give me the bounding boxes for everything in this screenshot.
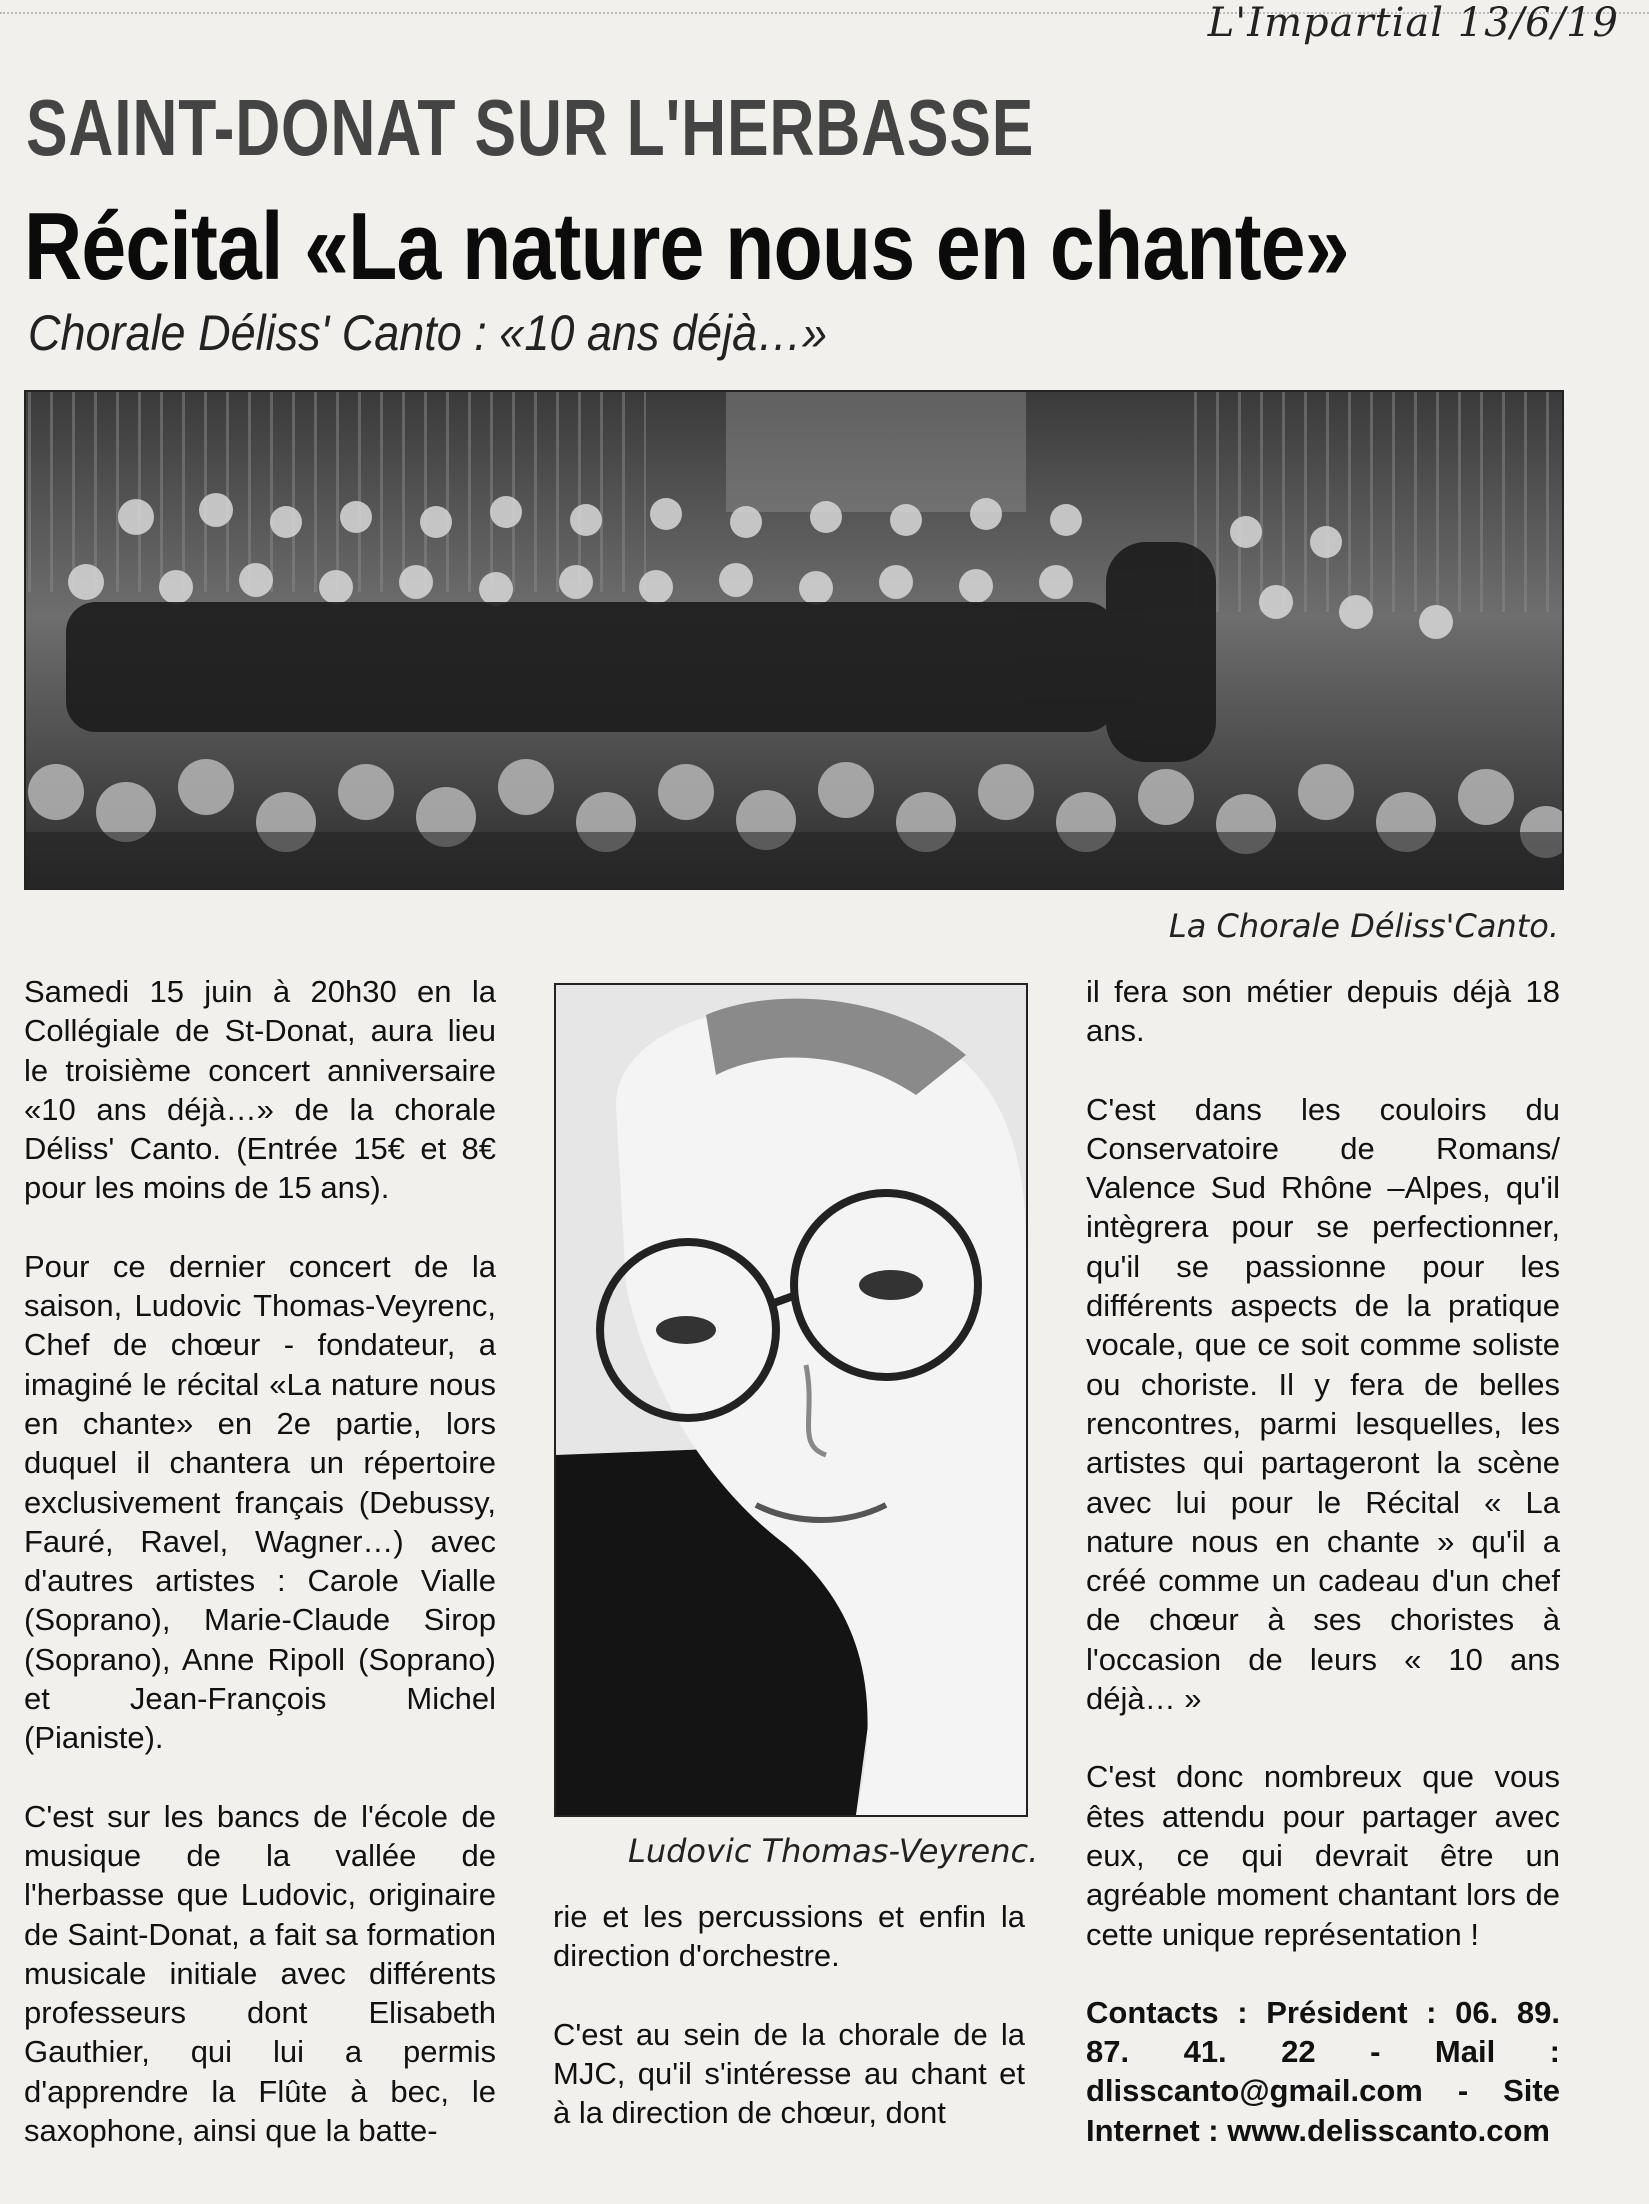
paragraph: C'est dans les couloirs du Conservatoire de Romans/ Valence Sud Rhône –Alpes, qu'il intègrera pour se perfectionner, qu'il se passionne pour les différents aspects de la pratique vocale, que ce soit comme soliste ou choriste. Il y fera de belles rencontres, parmi lesquelles, les artistes qui partageront la scène avec lui pour le Récital « La nature nous en chante » qu'il a créé comme un cadeau d'un chef de chœur à ses choristes à l'occasion de leurs « 10 ans déjà… » xyxy=(1086,1091,1560,1717)
paragraph: rie et les percussions et enfin la direction d'orchestre. xyxy=(553,1899,1025,1974)
article-column-1 xyxy=(24,972,496,2189)
paragraph: C'est donc nombreux que vous êtes attendu pour partager avec eux, ce qui devrait être un agréable moment chantant lors de cette unique représentation ! xyxy=(1086,1759,1560,1952)
article-kicker: SAINT-DONAT SUR L'HERBASSE xyxy=(26,83,1035,172)
portrait-caption: Ludovic Thomas-Veyrenc. xyxy=(628,1832,1039,1870)
paragraph: il fera son métier depuis déjà 18 ans. xyxy=(1086,974,1560,1049)
choir-photo xyxy=(24,390,1564,890)
contact-paragraph: Contacts : Président : 06. 89. 87. 41. 22 - Mail : dlisscanto@gmail.com - Site Internet : www.delisscanto.com xyxy=(1086,1994,1560,2148)
portrait-photo xyxy=(554,983,1028,1817)
newspaper-source: L'Impartial 13/6/19 xyxy=(1207,0,1619,46)
choir-photo-image xyxy=(26,392,1562,888)
article-subtitle: Chorale Déliss' Canto : «10 ans déjà…» xyxy=(28,305,828,361)
paragraph: Pour ce dernier concert de la saison, Ludovic Thomas-Veyrenc, Chef de chœur - fondateur, a imaginé le récital «La nature nous en chante» en 2e partie, lors duquel il chantera un répertoire exclusivement français (Debussy, Fauré, Ravel, Wagner…) avec d'autres artistes : Carole Vialle (Soprano), Marie-Claude Sirop (Soprano), Anne Ripoll (Soprano) et Jean-François Michel (Pianiste). xyxy=(24,1248,496,1756)
paragraph: C'est au sein de la chorale de la MJC, qu'il s'intéresse au chant et à la direction de chœur, dont xyxy=(553,2016,1025,2131)
choir-photo-caption: La Chorale Déliss'Canto. xyxy=(1168,907,1559,945)
article-column-3 xyxy=(1086,972,1560,2189)
portrait-image xyxy=(556,985,1026,1815)
article-title: Récital «La nature nous en chante» xyxy=(24,193,1349,300)
paragraph: C'est sur les bancs de l'école de musique de la vallée de l'herbasse que Ludovic, originaire de Saint-Donat, a fait sa formation musicale initiale avec différents professeurs dont Elisabeth Gauthier, qui lui a permis d'apprendre la Flûte à bec, le saxophone, ainsi que la batte- xyxy=(24,1798,496,2149)
article-column-2 xyxy=(553,1897,1025,2171)
paragraph: Samedi 15 juin à 20h30 en la Collégiale de St-Donat, aura lieu le troisième concert anniversaire «10 ans déjà…» de la chorale Déliss' Canto. (Entrée 15€ et 8€ pour les moins de 15 ans). xyxy=(24,974,496,1206)
